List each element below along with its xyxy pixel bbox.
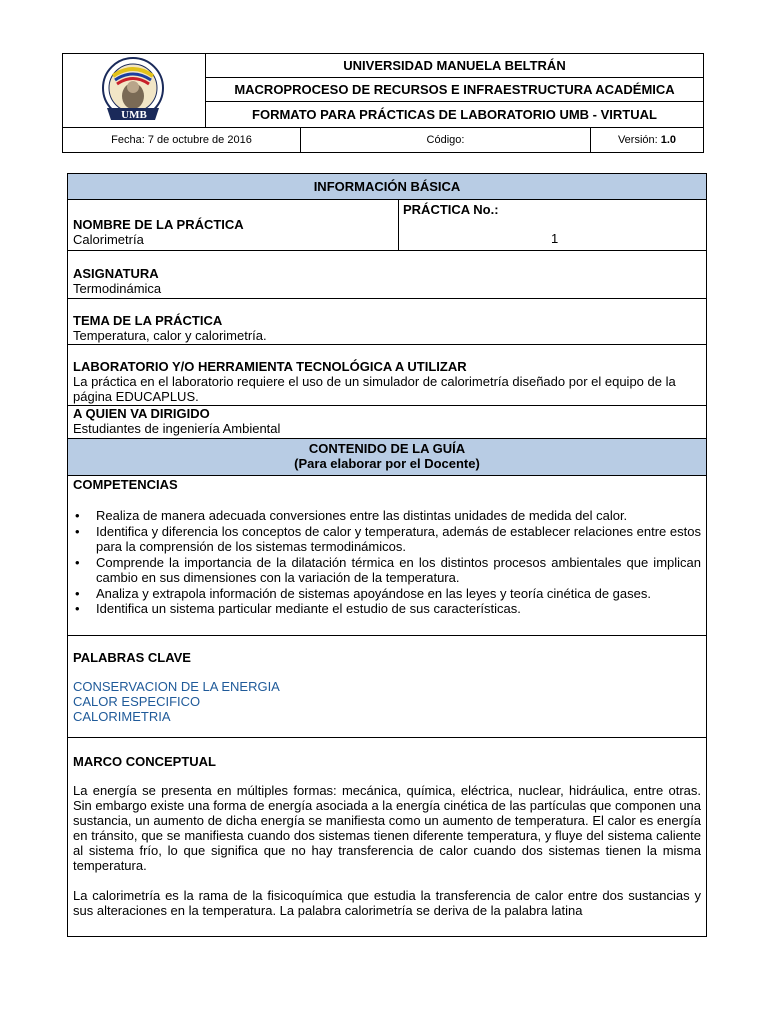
lab-label: LABORATORIO Y/O HERRAMIENTA TECNOLÓGICA A UTILIZAR — [73, 359, 467, 374]
competency-item: • Analiza y extrapola información de sistemas apoyándose en las leyes y teoría cinética de gases. — [73, 586, 701, 602]
competency-item: • Identifica un sistema particular mediante el estudio de sus características. — [73, 601, 701, 617]
framework-paragraph-1: La energía se presenta en múltiples formas: mecánica, química, eléctrica, nuclear, hidráulica, entre otras. Sin embargo existe una forma de energía asociada a la energía cinética de las partículas que componen una sustancia, un aumento de dicha energía se manifiesta como un aumento de temperatura. El calor es energía en tránsito, que se manifiesta cuando dos sistemas tienen diferente temperatura, y fluye del sistema caliente al sistema frío, lo que significa que no hay transferencia de calor cuando dos sistemas tienen la misma temperatura. — [73, 783, 702, 873]
competencies-label: COMPETENCIAS — [73, 477, 178, 492]
keyword-item: CONSERVACION DE LA ENERGIA — [73, 679, 280, 694]
keywords-section — [73, 650, 701, 724]
code-field: Código: — [301, 128, 591, 153]
lab-cell — [73, 359, 701, 404]
column-divider — [398, 199, 399, 250]
document-meta — [63, 127, 703, 153]
framework-label: MARCO CONCEPTUAL — [73, 754, 216, 769]
practice-name-cell — [73, 217, 386, 247]
competency-item: • Realiza de manera adecuada conversiones entre las distintas unidades de medida del calor. — [73, 508, 701, 524]
guide-heading — [68, 439, 706, 475]
keywords-label: PALABRAS CLAVE — [73, 650, 191, 665]
topic-label: TEMA DE LA PRÁCTICA — [73, 313, 223, 328]
competencies-section — [73, 477, 701, 617]
keyword-item: CALOR ESPECIFICO — [73, 694, 201, 709]
format-title: FORMATO PARA PRÁCTICAS DE LABORATORIO UMB - VIRTUAL — [252, 107, 657, 122]
guide-heading-title: CONTENIDO DE LA GUÍA — [308, 441, 466, 456]
subject-value: Termodinámica — [73, 281, 162, 296]
lab-value: La práctica en el laboratorio requiere el uso de un simulador de calorimetría diseñado por el equipo de la página EDUCAPLUS. — [73, 374, 676, 404]
date-field: Fecha: 7 de octubre de 2016 — [63, 128, 301, 153]
practice-name-label: NOMBRE DE LA PRÁCTICA — [73, 217, 244, 232]
document-header — [62, 53, 704, 153]
keyword-item: CALORIMETRIA — [73, 709, 171, 724]
keywords-list — [73, 679, 701, 724]
university-name: UNIVERSIDAD MANUELA BELTRÁN — [206, 54, 703, 78]
competency-item: • Comprende la importancia de la dilatación térmica en los distintos procesos ambientales que implican cambio en sus dimensiones con la variación de la temperatura. — [73, 555, 701, 586]
framework-section — [73, 754, 701, 918]
version-field — [591, 128, 703, 153]
competency-item: • Identifica y diferencia los conceptos de calor y temperatura, además de establecer relaciones entre estos para la comprensión de los sistemas termodinámicos. — [73, 524, 701, 555]
audience-cell — [73, 406, 701, 436]
subject-label: ASIGNATURA — [73, 266, 159, 281]
topic-value: Temperatura, calor y calorimetría. — [73, 328, 267, 343]
version-label: Versión: — [617, 134, 661, 146]
practice-no-label: PRÁCTICA No.: — [403, 202, 499, 217]
topic-cell — [73, 313, 701, 343]
audience-label: A QUIEN VA DIRIGIDO — [73, 406, 210, 421]
subject-cell — [73, 266, 701, 296]
logo-text: UMB — [121, 109, 147, 121]
competencies-list — [73, 508, 701, 617]
version-value: 1.0 — [660, 134, 677, 146]
framework-paragraph-2: La calorimetría es la rama de la fisicoquímica que estudia la transferencia de calor entre dos sustancias y sus alteraciones en la temperatura. La palabra calorimetría se deriva de la palabra latina — [73, 888, 701, 918]
basic-info-heading: INFORMACIÓN BÁSICA — [68, 174, 706, 199]
practice-no-cell — [403, 202, 701, 246]
audience-value: Estudiantes de ingeniería Ambiental — [73, 421, 281, 436]
practice-no-value: 1 — [551, 231, 559, 246]
macroprocess-title: MACROPROCESO DE RECURSOS E INFRAESTRUCTURA ACADÉMICA — [206, 78, 703, 102]
practice-name-value: Calorimetría — [73, 232, 144, 247]
guide-heading-subtitle: (Para elaborar por el Docente) — [294, 456, 480, 471]
university-logo — [63, 54, 206, 127]
practice-form — [67, 173, 707, 937]
